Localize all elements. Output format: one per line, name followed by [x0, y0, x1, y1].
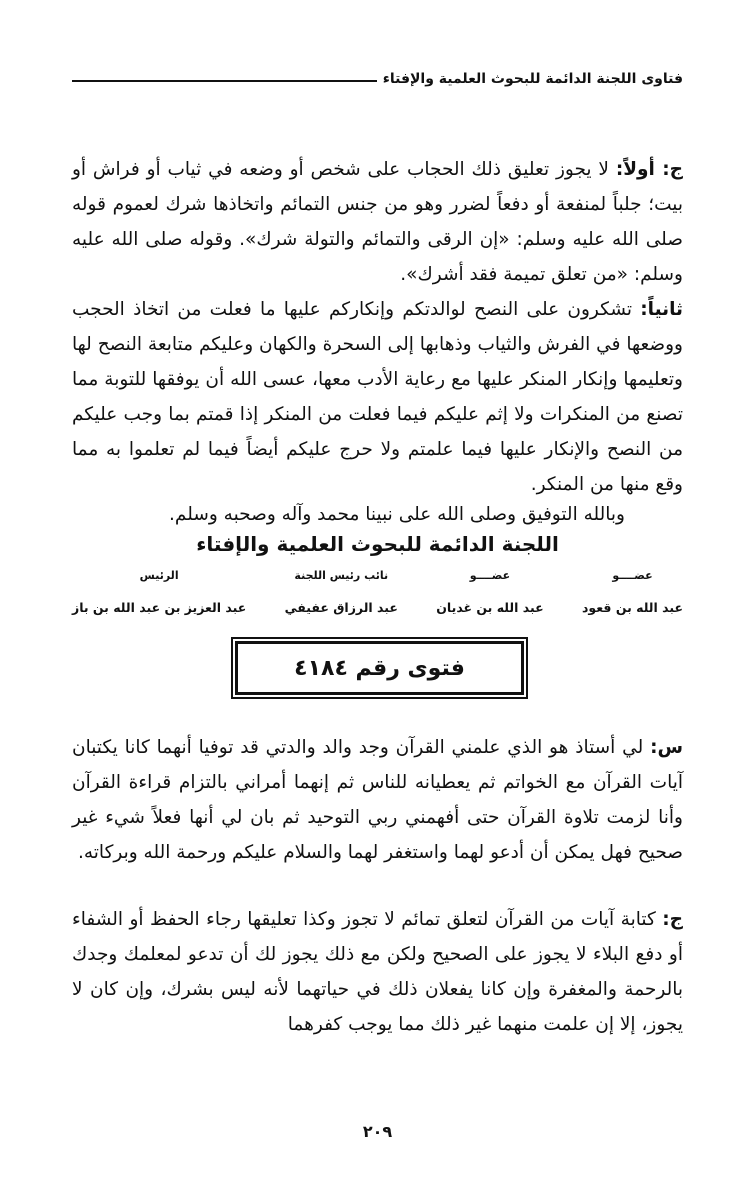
running-header — [72, 64, 683, 94]
question-paragraph — [72, 730, 683, 870]
header-rule — [72, 80, 377, 82]
signature-role: عضــــو — [469, 569, 511, 582]
signature-role: نائب رئيس اللجنة — [294, 569, 389, 582]
answer-label: ج: — [662, 909, 683, 930]
signature-name: عبد الرزاق عفيفي — [284, 600, 398, 615]
signature-name: عبد العزيز بن عبد الله بن باز — [72, 600, 247, 615]
fatwa-title: فتوى رقم ٤١٨٤ — [294, 655, 465, 681]
answer-text: كتابة آيات من القرآن لتعلق تمائم لا تجوز وكذا تعليقها رجاء الحفظ أو الشفاء أو دفع البلاء لا يجوز على الصحيح ولكن مع ذلك يجوز لك أن تدعو لمعلمك وجدك بالرحمة والمغفرة وإن كانا يفعلان ذلك في حياتهما لأنه ليس بشرك، وإن كان لا يجوز، إلا إن علمت منهما غير ذلك مما يوجب كفرهما — [72, 909, 683, 1035]
question-label: س: — [650, 737, 683, 758]
page-number: ٢٠٩ — [362, 1122, 393, 1141]
answer-paragraph-first — [72, 152, 683, 292]
signature-role: الرئيس — [139, 569, 179, 582]
signature — [72, 566, 246, 618]
signature — [436, 566, 543, 618]
closing-line: وبالله التوفيق وصلى الله على نبينا محمد وآله وصحبه وسلم. — [169, 504, 625, 525]
signature-block — [72, 566, 683, 618]
answer-label: ج: أولاً: — [615, 159, 683, 180]
answer-label: ثانياً: — [640, 299, 683, 320]
signature-role: عضــــو — [612, 569, 653, 582]
signature — [285, 566, 398, 618]
answer-text: تشكرون على النصح لوالدتكم وإنكاركم عليها ما فعلت من اتخاذ الحجب ووضعها في الفرش والثياب وذهابها إلى السحرة والكهان وعليكم متابعة النصح لها وتعليمها وإنكار المنكر عليها مع رعاية الأدب معها، عسى الله أن يوفقها للتوبة مما تصنع من المنكرات ولا إثم عليكم فيما فعلت من المنكر إذا قمتم بما وجب عليكم من النصح والإنكار عليها فيما علمتم ولا حرج عليكم أيضاً فيما لم تعلموا به مما وقع منها من المنكر. — [72, 299, 683, 495]
signature — [582, 566, 683, 618]
answer-paragraph-second — [72, 292, 683, 502]
question-text: لي أستاذ هو الذي علمني القرآن وجد والد والدتي قد توفيا أنهما كانا يكتبان آيات القرآن مع الخواتم ثم يعطيانه للناس ثم إنهما أمراني بالتزام قراءة القرآن وأنا لزمت تلاوة القرآن حتى أفهمني ربي التوحيد ثم بان لي أنها فعلاً شيء غير صحيح فهل يمكن أن أدعو لهما واستغفر لهما والسلام عليكم ورحمة الله وبركاته. — [72, 737, 683, 863]
committee-name: اللجنة الدائمة للبحوث العلمية والإفتاء — [196, 532, 559, 556]
signature-name: عبد الله بن قعود — [581, 600, 683, 615]
fatwa-number-box — [235, 641, 524, 695]
header-title: فتاوى اللجنة الدائمة للبحوث العلمية والإفتاء — [382, 71, 683, 87]
answer-text: لا يجوز تعليق ذلك الحجاب على شخص أو وضعه في ثياب أو فراش أو بيت؛ جلباً لمنفعة أو دفعاً لضرر وهو من جنس التمائم واتخاذها شرك لعموم قوله صلى الله عليه وسلم: «إن الرقى والتمائم والتولة شرك». وقوله صلى الله عليه وسلم: «من تعلق تميمة فقد أشرك». — [72, 159, 683, 285]
signature-name: عبد الله بن غديان — [436, 600, 544, 615]
answer-paragraph-third — [72, 902, 683, 1042]
